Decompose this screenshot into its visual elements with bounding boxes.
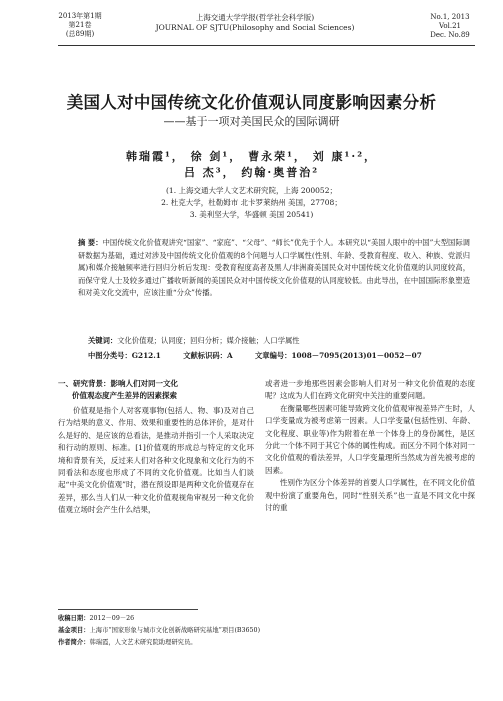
header-issue-info-en [430, 13, 470, 40]
footnote-label: 收稿日期： [58, 615, 90, 622]
keywords [88, 335, 468, 347]
footnote-label: 基金项目： [58, 627, 90, 634]
author-list-line-1: 韩瑞霞¹， 徐 剑¹， 曹永荣¹， 刘 康¹·²， [125, 150, 378, 163]
footnote-text: 韩瑞霞，人文艺术研究院助理研究员。 [89, 639, 197, 646]
body-left-column [58, 378, 254, 517]
header-volume: 第21卷 [68, 21, 92, 29]
author-list-line-2: 吕 杰³， 约翰·奥普治² [183, 166, 320, 179]
footnote-label: 作者简介： [58, 639, 90, 646]
affiliation-1: (1. 上海交通大学人文艺术研究院，上海 200052； [166, 186, 337, 195]
body-right-column [265, 378, 475, 514]
header-volume-en: Vol.21 [439, 22, 461, 30]
article-subtitle: ——基于一项对美国民众的国际调研 [163, 115, 340, 128]
abstract [78, 237, 470, 300]
footnote-funding [58, 626, 478, 636]
footnote-divider [58, 609, 198, 610]
affiliation-2: 2. 杜克大学，杜勒姆市 北卡罗莱纳州 美国，27708； [161, 198, 342, 207]
footnote-author-bio [58, 638, 478, 648]
abstract-text: 中国传统文化价值观讲究“国家”、“家庭”、“父母”、“师长”优先于个人。本研究以“美国人眼中的中国”大型国际调研数据为基础，通过对涉及中国传统文化价值观的8个问题与人口学属性(性别、年龄、受教育程度、收入、种族、党派归属)和媒介接触频率进行回归分析后发现：受教育程度高者及黑人/非洲裔美国民众对中国传统文化价值观的认同度较高，而保守党人士及较多通过广播收听新闻的美国民众对中国传统文化价值观的认同度较低。由此导出，在中国国际形象塑造和对美文化交流中，应该注重“分众”传播。 [78, 238, 470, 297]
body-paragraph: 价值观是指个人对客观事物(包括人、物、事)及对自己行为结果的意义、作用、效果和重要性的总体评价，是对什么是好的、是应该的总看法，是推动并指引一个人采取决定和行动的原则、标准。[1]价值观的形成总与特定的文化环境和背景有关，反过来人们对各种文化现象和文化行为的不同看法和态度也形成了不同的文化价值观。比如当人们谈起“中美文化价值观”时，潜在预设即是两种文化价值观存在差异，那么当人们从一种文化价值观视角审视另一种文化价值观立场时会产生什么结果， [58, 406, 254, 515]
classification-line [88, 350, 468, 362]
clc-number: 中图分类号：G212.1 [88, 351, 161, 360]
header-total-issue: (总89期) [65, 30, 95, 38]
footnote-received-date [58, 614, 478, 624]
header-issue-info [58, 12, 102, 39]
footnote-text: 2012－09－26 [89, 615, 135, 622]
abstract-label: 摘 要： [78, 238, 103, 247]
header-journal [150, 13, 360, 33]
header-divider [58, 45, 475, 46]
document-code: 文献标识码：A [183, 351, 233, 360]
section-heading-1: 一、研究背景：影响人们对同一文化 [58, 379, 178, 388]
header-issue-year: 2013年第1期 [58, 12, 102, 20]
body-paragraph: 或者进一步地那些因素会影响人们对另一种文化价值观的态度呢？这成为人们在跨文化研究中关注的重要问题。 [265, 379, 475, 401]
journal-name-en: JOURNAL OF SJTU(Philosophy and Social Sciences) [155, 23, 355, 32]
journal-name-cn: 上海交通大学学报(哲学社会科学版) [195, 13, 315, 22]
body-paragraph: 在衡量哪些因素可能导致跨文化价值观审视差异产生时，人口学变量成为被考虑第一因素。人口学变量(包括性别、年龄、文化程度、职业等)作为附着在单一个体身上的身份属性，是区分此一个体不同于其它个体的属性构成。而区分不同个体对同一文化价值观的看法差异，人口学变量理所当然成为首先被考虑的因素。 [265, 403, 475, 475]
body-paragraph: 性别作为区分个体差异的首要人口学属性，在不同文化价值观中扮演了重要角色，同时“性别关系”也一直是不同文化中探讨的重 [265, 478, 475, 513]
keywords-label: 关键词： [88, 336, 118, 345]
section-heading-1-cont: 价值观态度产生差异的因素探索 [72, 391, 177, 400]
article-number: 文章编号：1008－7095(2013)01－0052－07 [254, 351, 422, 360]
keywords-text: 文化价值观；认同度；回归分析；媒介接触；人口学属性 [117, 336, 300, 345]
header-issue-no-en: No.1, 2013 [430, 13, 470, 21]
header-total-no-en: Dec. No.89 [430, 31, 470, 39]
footnote-text: 上海市“国家形象与城市文化创新战略研究基地”项目(B3650) [89, 627, 261, 634]
affiliation-3: 3. 美利坚大学，华盛顿 美国 20541) [189, 210, 314, 219]
article-title: 美国人对中国传统文化价值观认同度影响因素分析 [66, 93, 437, 112]
